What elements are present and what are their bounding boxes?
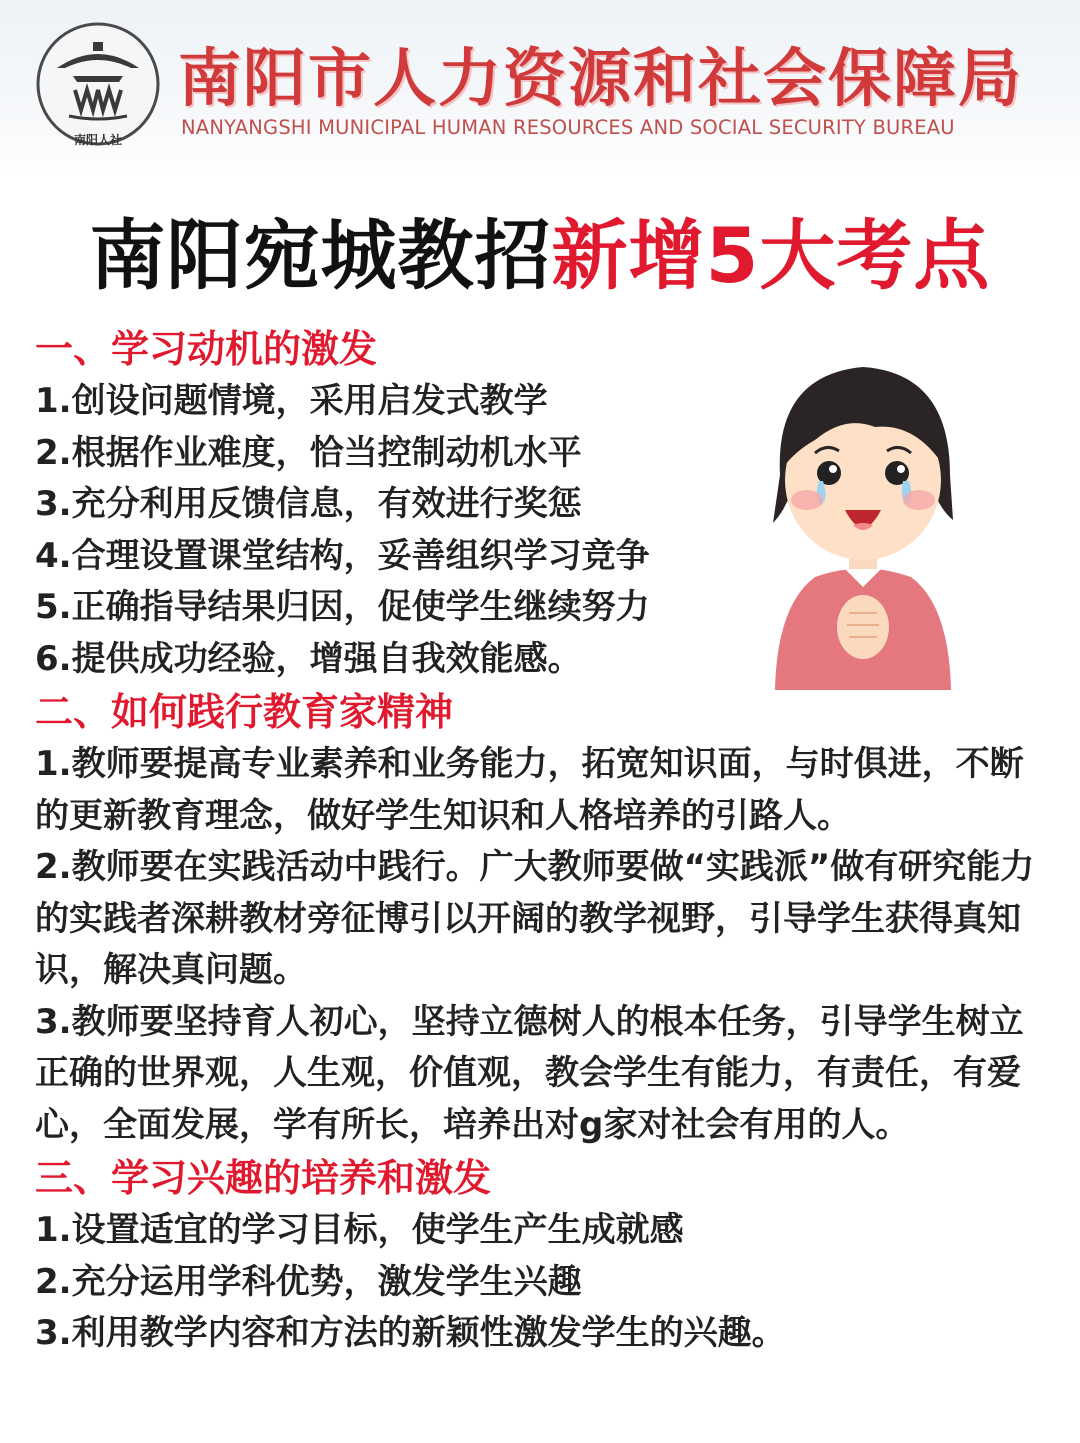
list-item: 2.充分运用学科优势，激发学生兴趣 xyxy=(35,1261,582,1302)
bureau-header xyxy=(0,0,1080,175)
list-item: 3.充分利用反馈信息，有效进行奖惩 xyxy=(35,484,582,524)
list-item: 1.教师要提高专业素养和业务能力，拓宽知识面，与时俱进，不断的更新教育理念，做好学生知识和人格培养的引路人。 xyxy=(35,744,1024,836)
bureau-name-cn: 南阳市人力资源和社会保障局 xyxy=(178,42,1023,115)
list-item: 3.教师要坚持育人初心，坚持立德树人的根本任务，引导学生树立正确的世界观，人生观，价值观，教会学生有能力，有责任，有爱心，全面发展，学有所长，培养出对g家对社会有用的人。 xyxy=(35,1001,1024,1145)
bureau-name-en: NANYANGSHI MUNICIPAL HUMAN RESOURCES AND SOCIAL SECURITY BUREAU xyxy=(181,116,955,139)
section-title-3: 三、学习兴趣的培养和激发 xyxy=(35,1156,492,1200)
page-title-part1: 南阳宛城教招 xyxy=(89,211,552,300)
bureau-logo-icon xyxy=(35,18,161,154)
list-item: 2.教师要在实践活动中践行。广大教师要做“实践派”做有研究能力的实践者深耕教材旁征博引以开阔的教学视野，引导学生获得真知识，解决真问题。 xyxy=(35,847,1035,990)
page-title xyxy=(0,195,1080,304)
section-title-1: 一、学习动机的激发 xyxy=(35,327,378,371)
list-item: 2.根据作业难度，恰当控制动机水平 xyxy=(35,432,582,473)
list-item: 3.利用教学内容和方法的新颖性激发学生的兴趣。 xyxy=(35,1313,786,1353)
list-item: 1.创设问题情境，采用启发式教学 xyxy=(35,381,548,421)
list-item: 4.合理设置课堂结构，妥善组织学习竞争 xyxy=(35,535,650,576)
section-title-2: 二、如何践行教育家精神 xyxy=(35,690,454,734)
page-title-part2: 新增5大考点 xyxy=(551,211,991,300)
list-item: 5.正确指导结果归因，促使学生继续努力 xyxy=(35,587,650,627)
list-item: 6.提供成功经验，增强自我效能感。 xyxy=(35,638,582,679)
logo-caption: 南阳人社 xyxy=(73,133,123,147)
list-item: 1.设置适宜的学习目标，使学生产生成就感 xyxy=(35,1210,684,1250)
crying-girl-illustration-icon xyxy=(745,355,980,690)
